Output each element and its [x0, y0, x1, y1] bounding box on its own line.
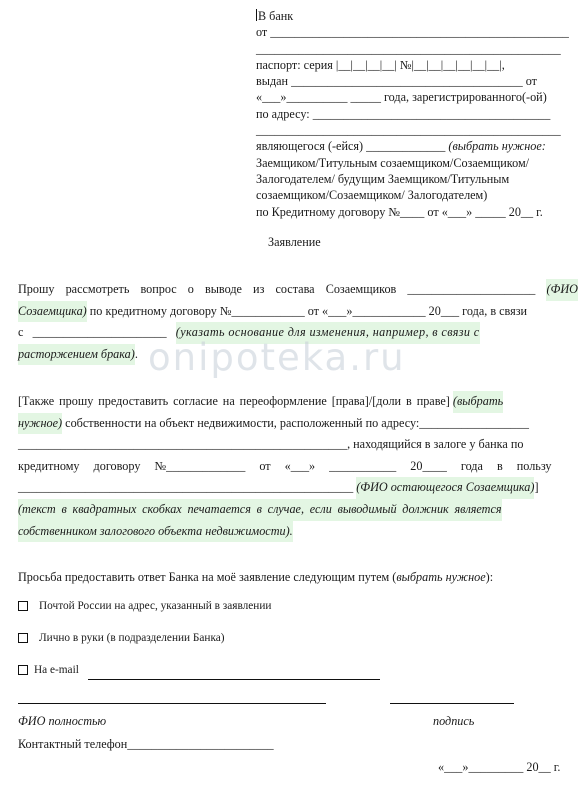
header-line-issued: выдан ______________________________________ от [256, 74, 537, 89]
choose-note: (выбрать нужное: [448, 139, 546, 154]
para2-line4: кредитному договору №_____________ от «___» ___________ 20____ года в пользу [18, 458, 552, 473]
header-line-registered: «___»__________ _____ года, зарегистрированного(-ой) [256, 90, 547, 105]
para1-line1: Прошу рассмотреть вопрос о выводе из состава Созаемщиков _____________________ (ФИО [18, 279, 578, 301]
header-line-passport: паспорт: серия |__|__|__|__| №|__|__|__|__|__|__|, [256, 57, 505, 72]
fio-blank-line [18, 703, 326, 704]
text-cursor [256, 9, 257, 21]
para2-line1: [Также прошу предоставить согласие на переоформление [права]/[доли в праве] (выбрать [18, 391, 578, 413]
header-line-blank: __________________________________________________ [256, 41, 561, 56]
checkbox-post[interactable] [18, 601, 28, 611]
header-line-address: по адресу: _______________________________________ [256, 106, 551, 121]
request-line: Просьба предоставить ответ Банка на моё заявление следующим путем (выбрать нужное): [18, 570, 494, 584]
phone-line: Контактный телефон________________________ [18, 737, 274, 751]
signature-label: подпись [433, 714, 475, 728]
option-post[interactable]: Почтой России на адрес, указанный в заявлении [18, 600, 271, 612]
date-line: «___»_________ 20__ г. [438, 760, 561, 774]
checkbox-in-person[interactable] [18, 633, 28, 643]
para1-line4: расторжением брака) . [18, 344, 578, 366]
document-title: Заявление [268, 235, 321, 249]
header-line-bank: В банк [258, 9, 294, 23]
fio-label: ФИО полностью [18, 714, 107, 728]
header-line-blank2: __________________________________________________ [256, 123, 561, 138]
para2-line6: (текст в квадратных скобках печатается в случае, если выводимый должник является [18, 499, 578, 521]
header-line-roles3: созаемщиком/Созаемщиком/ Залогодателем) [256, 188, 488, 203]
email-blank-line [88, 679, 380, 680]
option-in-person[interactable]: Лично в руки (в подразделении Банка) [18, 632, 225, 644]
checkbox-email[interactable] [18, 665, 28, 675]
header-line-roles1: Заемщиком/Титульным созаемщиком/Созаемщиком/ [256, 155, 530, 170]
header-line-roles2: Залогодателем/ будущим Заемщиком/Титульным [256, 171, 510, 186]
paragraph-exclusion [18, 279, 578, 365]
para1-line3: с ______________________ (указать основание для изменения, например, в связи с [18, 322, 578, 344]
header-line-contract: по Кредитному договору №____ от «___» _____ 20__ г. [256, 204, 543, 219]
para2-line3: ______________________________________________________, находящийся в залоге у банка по [18, 437, 524, 452]
para1-line2: Созаемщика) по кредитному договору №____________ от «___»____________ 20___ года, в связи [18, 301, 578, 323]
header-line-from: от _________________________________________________ [256, 25, 569, 40]
watermark: onipoteka.ru [148, 336, 406, 379]
para2-line5: _______________________________________________________ (ФИО остающегося Созаемщика) ] [18, 477, 578, 499]
para2-line7: собственником залогового объекта недвижимости). [18, 521, 578, 543]
header-block [256, 8, 578, 220]
option-email[interactable]: На e-mail [18, 664, 79, 676]
signature-blank-line [390, 703, 514, 704]
para2-line2: нужное) собственности на объект недвижимости, расположенный по адресу:__________________ [18, 413, 578, 435]
paragraph-consent [18, 391, 578, 542]
header-line-being: являющегося (-ейся) _____________ (выбрать нужное: [256, 139, 546, 154]
